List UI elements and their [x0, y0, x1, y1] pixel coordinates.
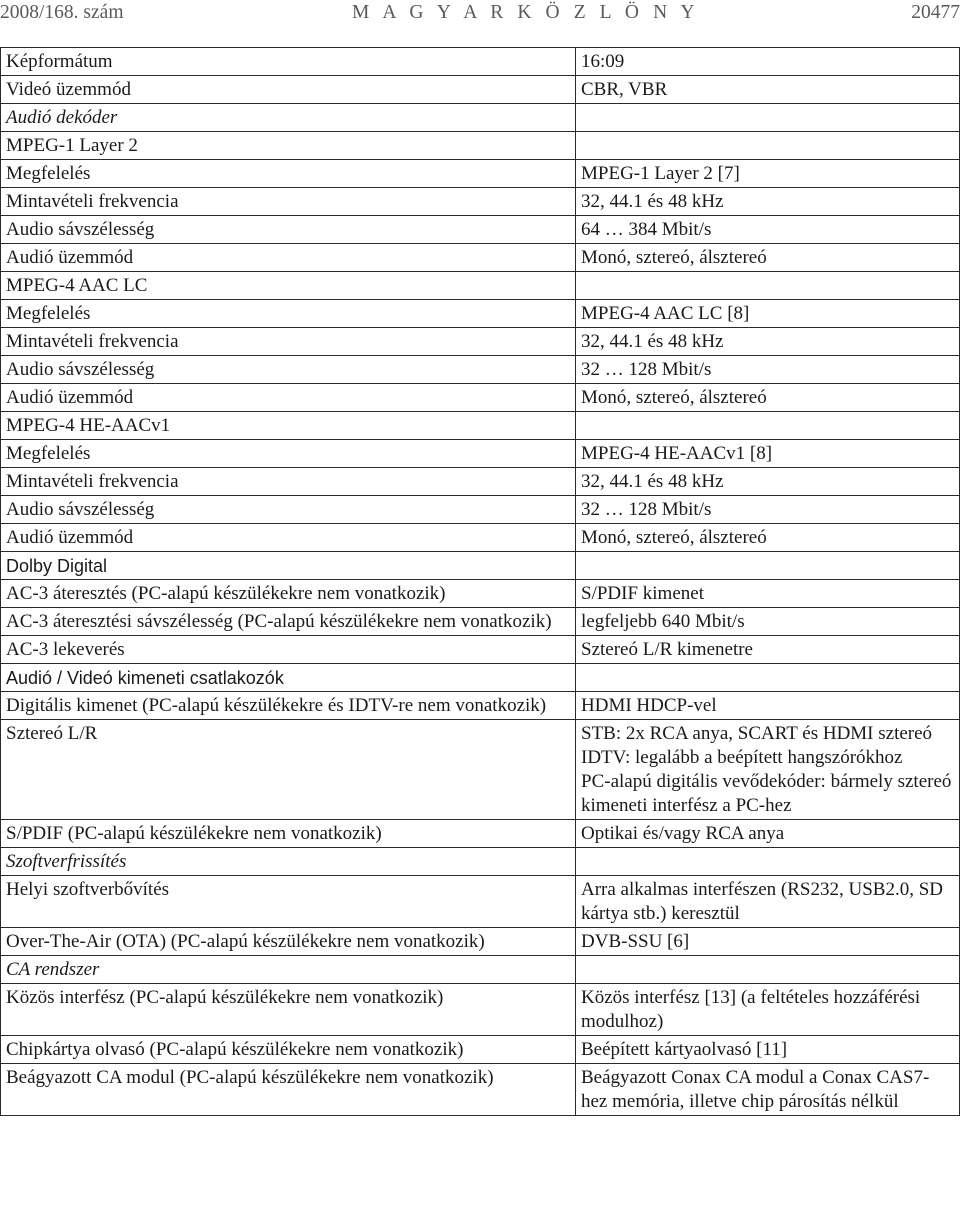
row-label: Képformátum	[1, 48, 576, 76]
subsection-row	[1, 664, 960, 692]
table-row	[1, 440, 960, 468]
row-value: 64 … 384 Mbit/s	[576, 216, 960, 244]
row-label: Audió üzemmód	[1, 524, 576, 552]
row-value	[576, 272, 960, 300]
subsection-heading: Audió / Videó kimeneti csatlakozók	[1, 664, 576, 692]
specification-table	[0, 47, 960, 1116]
table-row	[1, 636, 960, 664]
table-row	[1, 216, 960, 244]
table-row	[1, 984, 960, 1036]
row-value: HDMI HDCP-vel	[576, 692, 960, 720]
row-value: MPEG-4 HE-AACv1 [8]	[576, 440, 960, 468]
subsection-heading: MPEG-4 AAC LC	[1, 272, 576, 300]
issue-number: 2008/168. szám	[0, 2, 124, 23]
row-value: 32, 44.1 és 48 kHz	[576, 188, 960, 216]
row-label: Megfelelés	[1, 160, 576, 188]
row-value: Beépített kártyaolvasó [11]	[576, 1036, 960, 1064]
row-label: Mintavételi frekvencia	[1, 468, 576, 496]
row-label: Mintavételi frekvencia	[1, 328, 576, 356]
table-row	[1, 692, 960, 720]
gazette-title: M A G Y A R K Ö Z L Ö N Y	[352, 2, 700, 23]
row-value	[576, 412, 960, 440]
row-value: 16:09	[576, 48, 960, 76]
row-label: AC-3 áteresztési sávszélesség (PC-alapú készülékekre nem vonatkozik)	[1, 608, 576, 636]
row-label: Sztereó L/R	[1, 720, 576, 820]
row-value: Monó, sztereó, álsztereó	[576, 524, 960, 552]
subsection-row	[1, 132, 960, 160]
table-row	[1, 356, 960, 384]
row-label: Helyi szoftverbővítés	[1, 876, 576, 928]
row-value	[576, 104, 960, 132]
row-label: AC-3 áteresztés (PC-alapú készülékekre nem vonatkozik)	[1, 580, 576, 608]
row-value: Monó, sztereó, álsztereó	[576, 384, 960, 412]
row-value: Optikai és/vagy RCA anya	[576, 820, 960, 848]
value-line: PC-alapú digitális vevődekóder: bármely sztereó kimeneti interfész a PC-hez	[581, 771, 952, 816]
subsection-row	[1, 412, 960, 440]
row-value	[576, 664, 960, 692]
row-value	[576, 848, 960, 876]
row-label: Videó üzemmód	[1, 76, 576, 104]
table-row	[1, 300, 960, 328]
page-header	[0, 0, 960, 30]
subsection-heading: MPEG-1 Layer 2	[1, 132, 576, 160]
table-row	[1, 188, 960, 216]
table-row	[1, 876, 960, 928]
row-value: Beágyazott Conax CA modul a Conax CAS7-hez memória, illetve chip párosítás nélkül	[576, 1064, 960, 1116]
row-value: MPEG-4 AAC LC [8]	[576, 300, 960, 328]
row-label: Chipkártya olvasó (PC-alapú készülékekre nem vonatkozik)	[1, 1036, 576, 1064]
table-row	[1, 76, 960, 104]
row-label: Mintavételi frekvencia	[1, 188, 576, 216]
value-line: STB: 2x RCA anya, SCART és HDMI sztereó	[581, 723, 933, 744]
subsection-row	[1, 552, 960, 580]
table-row	[1, 384, 960, 412]
row-value: Sztereó L/R kimenetre	[576, 636, 960, 664]
subsection-heading: Dolby Digital	[1, 552, 576, 580]
table-row	[1, 48, 960, 76]
table-row	[1, 608, 960, 636]
row-label: Digitális kimenet (PC-alapú készülékekre és IDTV-re nem vonatkozik)	[1, 692, 576, 720]
row-value	[576, 132, 960, 160]
table-row	[1, 928, 960, 956]
row-value	[576, 552, 960, 580]
row-value: DVB-SSU [6]	[576, 928, 960, 956]
table-row	[1, 580, 960, 608]
row-value: legfeljebb 640 Mbit/s	[576, 608, 960, 636]
row-label: Közös interfész (PC-alapú készülékekre nem vonatkozik)	[1, 984, 576, 1036]
table-row	[1, 328, 960, 356]
value-line: IDTV: legalább a beépített hangszórókhoz	[581, 747, 903, 768]
row-label: Megfelelés	[1, 440, 576, 468]
table-row	[1, 496, 960, 524]
row-value: Közös interfész [13] (a feltételes hozzáférési modulhoz)	[576, 984, 960, 1036]
section-heading: Audió dekóder	[1, 104, 576, 132]
row-label: Audió üzemmód	[1, 244, 576, 272]
table-row	[1, 720, 960, 820]
row-value: Monó, sztereó, álsztereó	[576, 244, 960, 272]
row-label: Audio sávszélesség	[1, 356, 576, 384]
row-label: Audio sávszélesség	[1, 216, 576, 244]
row-value: Arra alkalmas interfészen (RS232, USB2.0, SD kártya stb.) keresztül	[576, 876, 960, 928]
row-label: Beágyazott CA modul (PC-alapú készülékekre nem vonatkozik)	[1, 1064, 576, 1116]
subsection-row	[1, 272, 960, 300]
row-value: CBR, VBR	[576, 76, 960, 104]
row-label: Audió üzemmód	[1, 384, 576, 412]
section-row	[1, 848, 960, 876]
subsection-heading: MPEG-4 HE-AACv1	[1, 412, 576, 440]
table-row	[1, 524, 960, 552]
table-row	[1, 820, 960, 848]
row-value: 32 … 128 Mbit/s	[576, 496, 960, 524]
table-row	[1, 1036, 960, 1064]
row-label: Over-The-Air (OTA) (PC-alapú készülékekre nem vonatkozik)	[1, 928, 576, 956]
row-value: MPEG-1 Layer 2 [7]	[576, 160, 960, 188]
table-row	[1, 1064, 960, 1116]
row-label: Megfelelés	[1, 300, 576, 328]
row-value	[576, 956, 960, 984]
row-value: 32, 44.1 és 48 kHz	[576, 328, 960, 356]
table-row	[1, 244, 960, 272]
row-value	[576, 720, 960, 820]
page-number: 20477	[911, 2, 960, 23]
section-row	[1, 956, 960, 984]
section-heading: Szoftverfrissítés	[1, 848, 576, 876]
section-heading: CA rendszer	[1, 956, 576, 984]
table-row	[1, 160, 960, 188]
row-value: 32, 44.1 és 48 kHz	[576, 468, 960, 496]
row-value: 32 … 128 Mbit/s	[576, 356, 960, 384]
row-label: S/PDIF (PC-alapú készülékekre nem vonatkozik)	[1, 820, 576, 848]
section-row	[1, 104, 960, 132]
row-label: AC-3 lekeverés	[1, 636, 576, 664]
row-value: S/PDIF kimenet	[576, 580, 960, 608]
table-row	[1, 468, 960, 496]
row-label: Audio sávszélesség	[1, 496, 576, 524]
